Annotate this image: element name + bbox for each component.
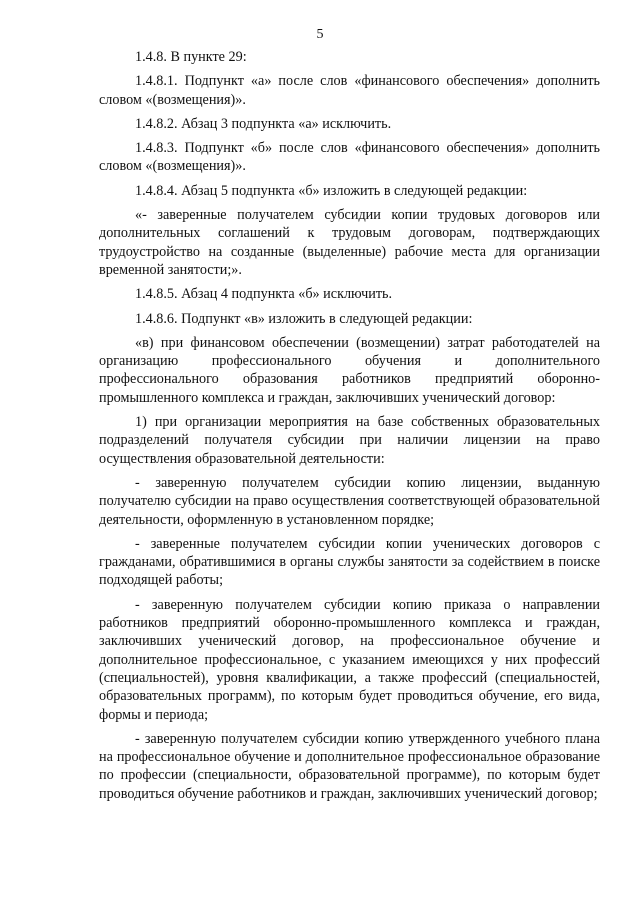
paragraph-1-4-8-3: 1.4.8.3. Подпункт «б» после слов «финансового обеспечения» дополнить словом «(возмещения)».: [99, 140, 600, 175]
paragraph-dash-curriculum: - заверенную получателем субсидии копию утвержденного учебного плана на профессиональное обучение и дополнительное профессиональное образование по профессии (специальности, образовательной программе), по которым будет проводиться обучение работников и граждан, заключивших ученический договор;: [99, 730, 600, 802]
paragraph-dash-license: - заверенную получателем субсидии копию лицензии, выданную получателю субсидии на право осуществления соответствующей образовательной деятельности, оформленную в установленном порядке;: [99, 474, 600, 528]
paragraph-1-4-8-5: 1.4.8.5. Абзац 4 подпункта «б» исключить.: [135, 286, 393, 303]
paragraph-1-4-8-2: 1.4.8.2. Абзац 3 подпункта «а» исключить.: [135, 115, 392, 132]
paragraph-quoted-text: «- заверенные получателем субсидии копии трудовых договоров или дополнительных соглашений к трудовым договорам, подтверждающих трудоустройство на созданные (выделенные) рабочие места для организации временной занятости;».: [99, 207, 600, 278]
page-number: 5: [316, 27, 324, 42]
paragraph-dash-order: - заверенную получателем субсидии копию приказа о направлении работников предприятий оборонно-промышленного комплекса и граждан, заключивших ученический договор, на профессиональное обучение и дополнительное профессиональное, с указанием имеющихся у них профессий (специальностей), уровня квалификации, а также профессий (специальностей, образовательных программ), по которым будет проводиться обучение, его вида, формы и периода;: [99, 596, 600, 723]
paragraph-dash-contracts: - заверенные получателем субсидии копии ученических договоров с гражданами, обратившимися в органы службы занятости за содействием в поиске подходящей работы;: [99, 535, 600, 589]
paragraph-1-4-8-4: 1.4.8.4. Абзац 5 подпункта «б» изложить в следующей редакции:: [135, 182, 528, 199]
paragraph-1-4-8-1: 1.4.8.1. Подпункт «а» после слов «финансового обеспечения» дополнить словом «(возмещения)».: [99, 73, 600, 108]
paragraph-item-1: 1) при организации мероприятия на базе собственных образовательных подразделений получателя субсидии при наличии лицензии на право осуществления образовательной деятельности:: [99, 414, 600, 467]
document-body: [99, 48, 600, 809]
paragraph-1-4-8-6: 1.4.8.6. Подпункт «в» изложить в следующей редакции:: [135, 310, 473, 327]
paragraph-1-4-8: 1.4.8. В пункте 29:: [135, 49, 247, 65]
paragraph-subitem-v: «в) при финансовом обеспечении (возмещении) затрат работодателей на организацию профессионального обучения и дополнительного профессионального образования работников предприятий оборонно-промышленного комплекса и граждан, заключивших ученический договор:: [99, 334, 600, 406]
